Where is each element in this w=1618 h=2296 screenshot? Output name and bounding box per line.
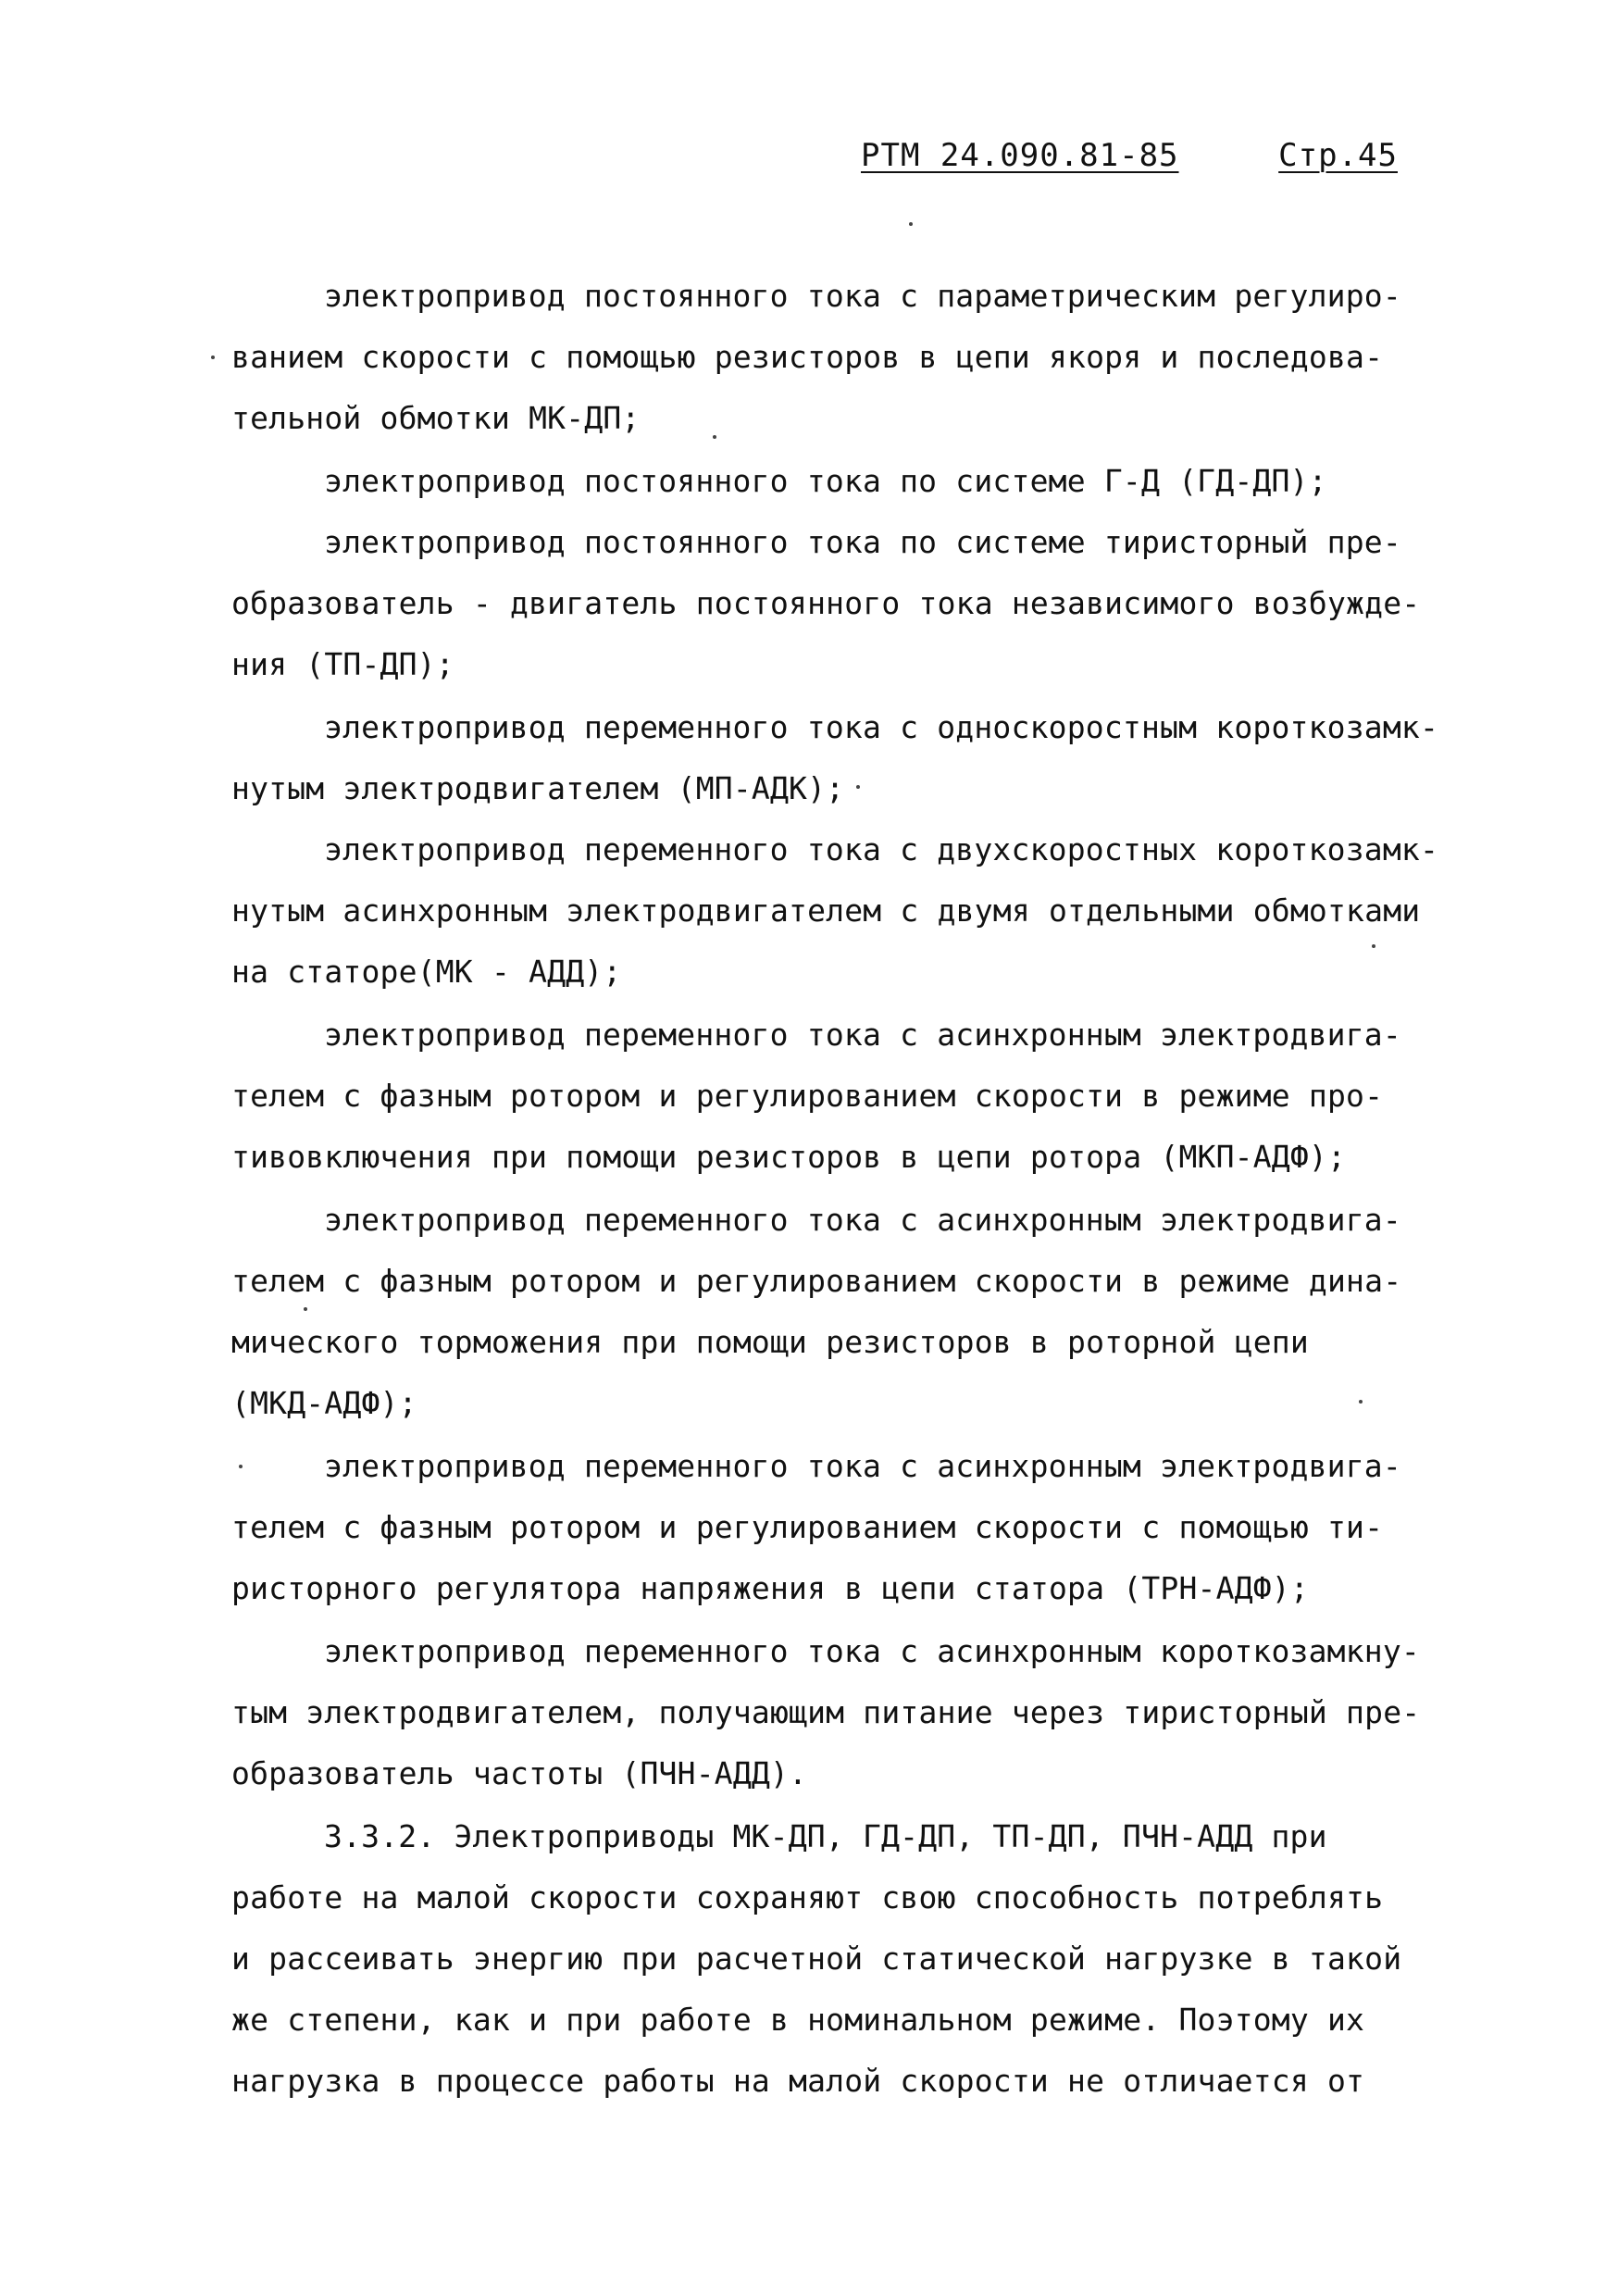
scan-speck [211,356,215,359]
paragraph-8-line-1: электропривод переменного тока с асинхронным электродвига- [324,1448,1401,1484]
paragraph-9-line-2: тым электродвигателем, получающим питание через тиристорный пре- [231,1694,1421,1730]
paragraph-8-line-3: ристорного регулятора напряжения в цепи статора (ТРН-АДФ); [231,1570,1309,1606]
paragraph-7-line-4: (МКД-АДФ); [231,1385,417,1421]
paragraph-8-line-2: телем с фазным ротором и регулированием скорости с помощью ти- [231,1509,1384,1545]
paragraph-1-line-1: электропривод постоянного тока с параметрическим регулиро- [324,278,1401,314]
paragraph-2-line-1: электропривод постоянного тока по системе Г-Д (ГД-ДП); [324,463,1327,499]
paragraph-9-line-1: электропривод переменного тока с асинхронным короткозамкну- [324,1633,1420,1669]
paragraph-1-line-2: ванием скорости с помощью резисторов в цепи якоря и последова- [231,339,1384,375]
paragraph-5-line-2: нутым асинхронным электродвигателем с двумя отдельными обмотками [231,892,1421,929]
paragraph-4-line-2: нутым электродвигателем (МП-АДК); [231,770,845,806]
scan-speck [304,1307,307,1311]
paragraph-10-line-4: же степени, как и при работе в номинальном режиме. Поэтому их [231,2002,1365,2038]
paragraph-10-line-3: и рассеивать энергию при расчетной статической нагрузке в такой [231,1940,1402,1977]
paragraph-7-line-2: телем с фазным ротором и регулированием скорости в режиме дина- [231,1263,1402,1299]
paragraph-6-line-1: электропривод переменного тока с асинхронным электродвига- [324,1017,1401,1053]
paragraph-3-line-2: образователь - двигатель постоянного тока независимого возбужде- [231,585,1421,621]
scan-speck [713,435,716,439]
scan-speck [1359,1400,1363,1404]
scan-speck [239,1465,243,1468]
paragraph-5-line-1: электропривод переменного тока с двухскоростных короткозамк- [324,831,1439,867]
paragraph-10-line-2: работе на малой скорости сохраняют свою способность потреблять [231,1879,1384,1915]
paragraph-6-line-3: тивовключения при помощи резисторов в цепи ротора (МКП-АДФ); [231,1139,1347,1175]
scan-speck [856,785,860,789]
paragraph-7-line-3: мического торможения при помощи резисторов в роторной цепи [231,1324,1309,1360]
page-number: Стр.45 [1278,137,1398,174]
scan-speck [909,222,913,226]
paragraph-3-line-3: ния (ТП-ДП); [231,646,454,682]
paragraph-1-line-3: тельной обмотки МК-ДП; [231,400,641,436]
scan-speck [1372,944,1375,948]
paragraph-5-line-3: на статоре(МК - АДД); [231,954,622,990]
paragraph-9-line-3: образователь частоты (ПЧН-АДД). [231,1755,808,1791]
document-code: РТМ 24.090.81-85 [861,137,1179,174]
paragraph-4-line-1: электропривод переменного тока с односкоростным короткозамк- [324,709,1439,745]
paragraph-7-line-1: электропривод переменного тока с асинхронным электродвига- [324,1202,1401,1238]
paragraph-3-line-1: электропривод постоянного тока по системе тиристорный пре- [324,524,1401,560]
paragraph-6-line-2: телем с фазным ротором и регулированием скорости в режиме про- [231,1078,1384,1114]
paragraph-10-line-1: 3.3.2. Электроприводы МК-ДП, ГД-ДП, ТП-ДП, ПЧН-АДД при [324,1818,1327,1854]
page-header [861,137,1398,183]
paragraph-10-line-5: нагрузка в процессе работы на малой скорости не отличается от [231,2063,1365,2099]
